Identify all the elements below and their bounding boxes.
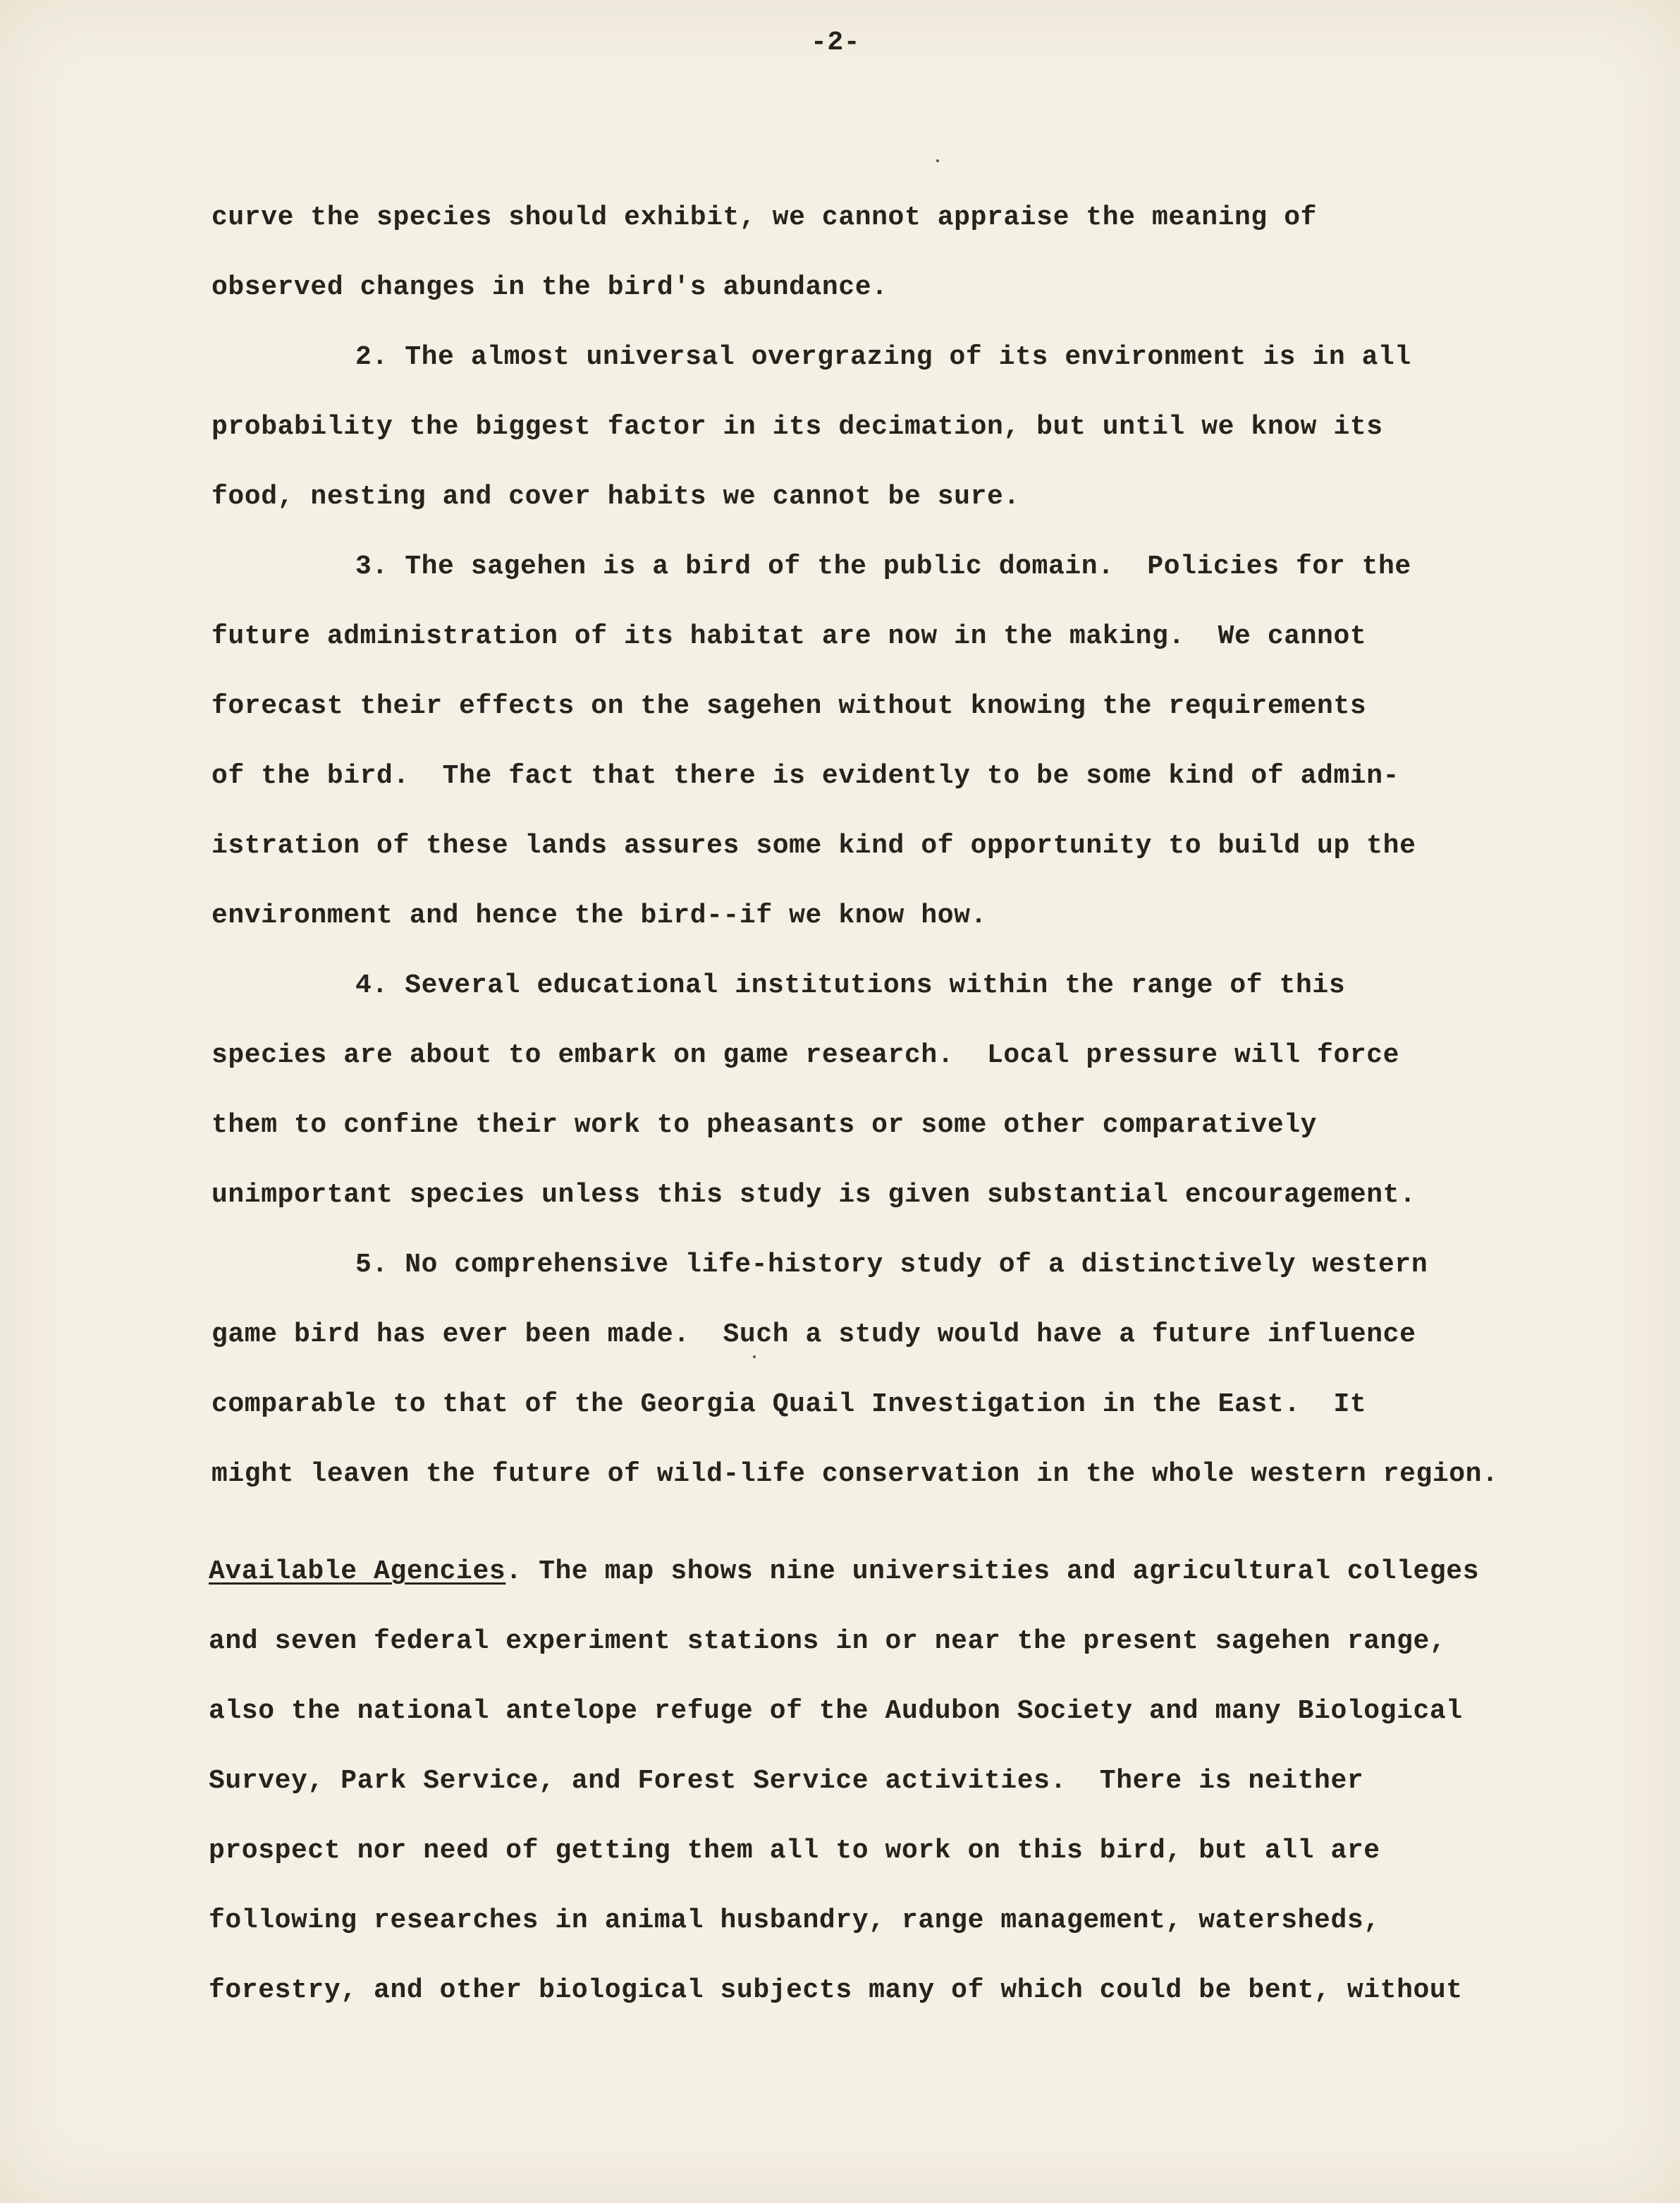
text-line: curve the species should exhibit, we cannot appraise the meaning of	[211, 202, 1318, 233]
text-line: environment and hence the bird--if we know how.	[211, 901, 987, 931]
text-line: also the national antelope refuge of the Audubon Society and many Biological	[209, 1696, 1463, 1726]
numbered-point-5: 5. No comprehensive life-history study of a distinctively western	[355, 1250, 1428, 1280]
agencies-first-line	[209, 1558, 1479, 1585]
text-line: probability the biggest factor in its decimation, but until we know its	[211, 412, 1383, 442]
text-line: observed changes in the bird's abundance.	[211, 272, 888, 303]
text-line: forecast their effects on the sagehen without knowing the requirements	[211, 691, 1367, 721]
text-line: unimportant species unless this study is given substantial encouragement.	[211, 1180, 1416, 1210]
paper-speck	[753, 1355, 756, 1358]
text-line: istration of these lands assures some kind of opportunity to build up the	[211, 831, 1416, 861]
text-line: future administration of its habitat are now in the making. We cannot	[211, 621, 1367, 652]
text-line: game bird has ever been made. Such a study would have a future influence	[211, 1319, 1416, 1350]
text-line: prospect nor need of getting them all to work on this bird, but all are	[209, 1836, 1380, 1866]
page-number: -2-	[811, 28, 861, 58]
agencies-heading: Available Agencies	[209, 1556, 506, 1587]
text-line: species are about to embark on game research. Local pressure will force	[211, 1040, 1400, 1070]
text-line: might leaven the future of wild-life conservation in the whole western region.	[211, 1459, 1499, 1489]
agencies-first-line-rest: . The map shows nine universities and agricultural colleges	[505, 1556, 1480, 1587]
text-line: and seven federal experiment stations in or near the present sagehen range,	[209, 1626, 1447, 1656]
paper-speck	[936, 159, 939, 162]
numbered-point-2: 2. The almost universal overgrazing of its environment is in all	[355, 342, 1411, 372]
text-line: food, nesting and cover habits we cannot be sure.	[211, 482, 1020, 512]
text-line: forestry, and other biological subjects many of which could be bent, without	[209, 1975, 1463, 2006]
numbered-point-4: 4. Several educational institutions within the range of this	[355, 970, 1346, 1001]
text-line: them to confine their work to pheasants or some other comparatively	[211, 1110, 1318, 1140]
text-line: of the bird. The fact that there is evidently to be some kind of admin-	[211, 761, 1400, 791]
text-line: following researches in animal husbandry, range management, watersheds,	[209, 1905, 1380, 1936]
text-line: comparable to that of the Georgia Quail Investigation in the East. It	[211, 1389, 1367, 1420]
numbered-point-3: 3. The sagehen is a bird of the public domain. Policies for the	[355, 551, 1411, 582]
text-line: Survey, Park Service, and Forest Service activities. There is neither	[209, 1766, 1364, 1796]
